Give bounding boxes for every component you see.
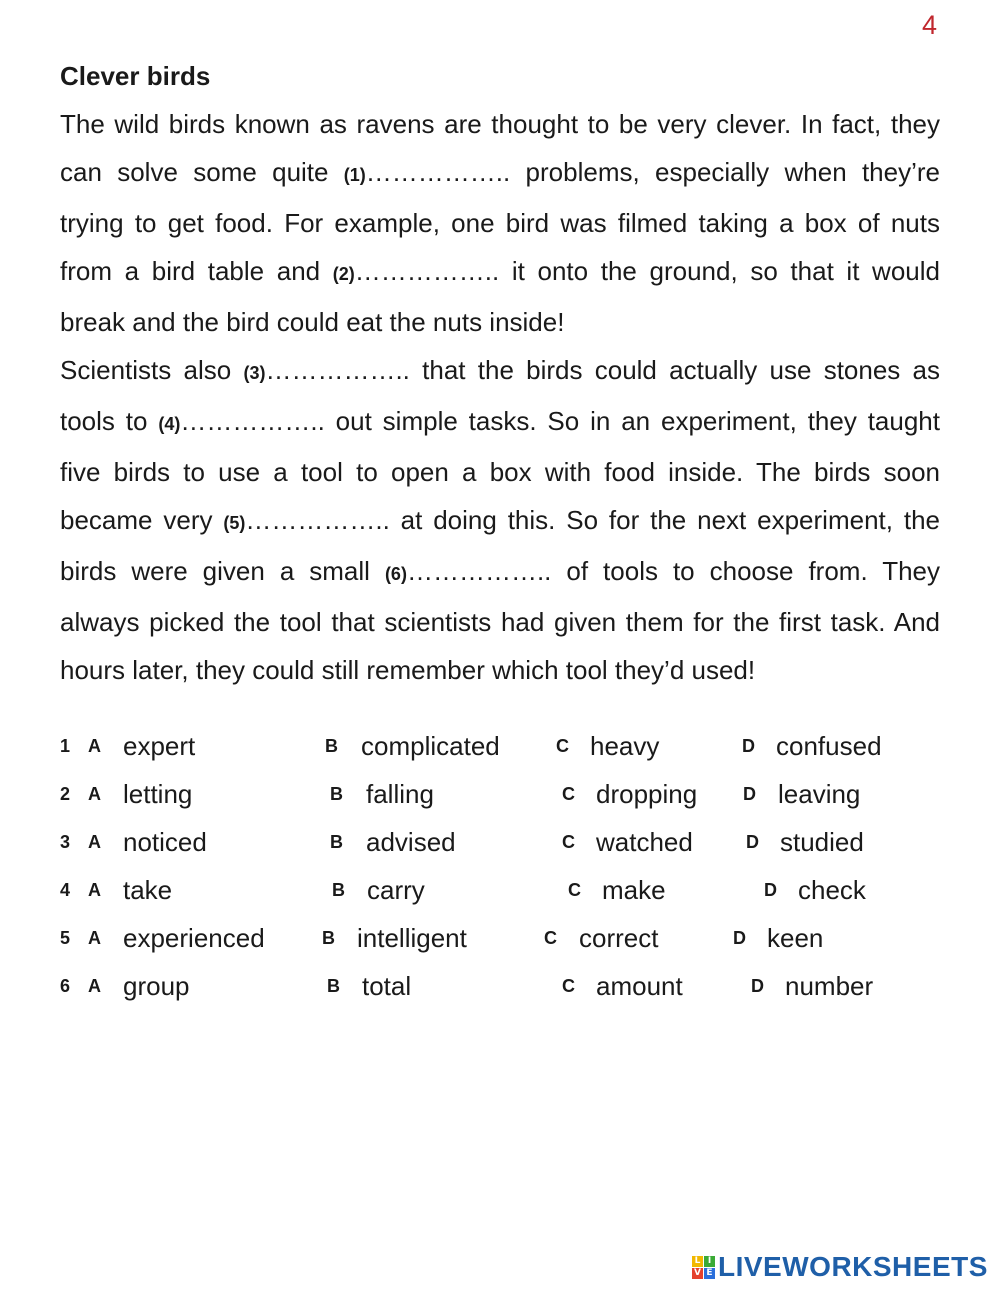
option-letter[interactable]: D — [742, 736, 755, 756]
option-text[interactable]: letting — [123, 779, 193, 809]
gap-number: (3) — [243, 363, 266, 383]
question-number: 5 — [60, 928, 71, 948]
gap-dots: …………….. — [245, 505, 390, 535]
option-letter[interactable]: B — [330, 832, 343, 852]
passage-text: out simple tasks. So in an experiment, they taught five birds to use a tool to open a box with food inside. The birds soon became very — [60, 406, 940, 535]
option-text[interactable]: carry — [367, 875, 425, 905]
gap-number: (6) — [384, 564, 407, 584]
option-letter[interactable]: A — [88, 784, 101, 804]
gap-blank[interactable] — [333, 256, 499, 286]
option-text[interactable]: studied — [780, 827, 864, 857]
gap-number: (5) — [223, 513, 246, 533]
gap-dots: …………….. — [406, 556, 552, 586]
logo-cell: V — [692, 1268, 703, 1279]
option-letter[interactable]: C — [556, 736, 569, 756]
passage-text: at doing this. So for the next experiment, the birds were given a small — [60, 505, 940, 586]
option-text[interactable]: take — [123, 875, 173, 905]
option-text[interactable]: expert — [123, 731, 196, 761]
option-text[interactable]: complicated — [361, 731, 500, 761]
passage-text: The wild birds known as ravens are thought to be very clever. In fact, they can solve some quite — [60, 109, 940, 187]
logo-cell: E — [704, 1268, 715, 1279]
option-text[interactable]: amount — [596, 971, 683, 1001]
page-number: 4 — [921, 10, 937, 40]
passage-text: that the birds could actually use stones as tools to — [60, 355, 941, 436]
brand-name: LIVEWORKSHEETS — [718, 1251, 988, 1282]
option-text[interactable]: falling — [366, 779, 434, 809]
question-row — [0, 914, 1000, 962]
option-text[interactable]: dropping — [596, 779, 698, 809]
logo-cell: I — [704, 1256, 715, 1267]
option-text[interactable]: intelligent — [357, 923, 467, 953]
option-text[interactable]: correct — [579, 923, 659, 953]
option-text[interactable]: make — [602, 875, 666, 905]
option-letter[interactable]: D — [751, 976, 764, 996]
gap-blank[interactable] — [158, 406, 324, 436]
question-number: 3 — [60, 832, 71, 852]
question-number: 2 — [60, 784, 71, 804]
option-letter[interactable]: C — [568, 880, 581, 900]
question-row — [0, 770, 1000, 818]
logo-cell: L — [692, 1256, 703, 1267]
question-row — [0, 962, 1000, 1010]
option-text[interactable]: advised — [366, 827, 456, 857]
liveworksheets-logo — [692, 1251, 988, 1283]
question-number: 6 — [60, 976, 71, 996]
option-text[interactable]: experienced — [123, 923, 265, 953]
option-text[interactable]: group — [123, 971, 190, 1001]
option-text[interactable]: watched — [596, 827, 693, 857]
question-row — [0, 818, 1000, 866]
option-letter[interactable]: A — [88, 736, 101, 756]
option-text[interactable]: check — [798, 875, 866, 905]
gap-number: (1) — [343, 165, 366, 185]
gap-dots: …………….. — [365, 157, 511, 187]
gap-blank[interactable] — [223, 505, 389, 535]
option-letter[interactable]: B — [330, 784, 343, 804]
gap-blank[interactable] — [385, 556, 551, 586]
question-row — [0, 722, 1000, 770]
gap-number: (2) — [332, 264, 355, 284]
gap-blank[interactable] — [243, 355, 409, 385]
passage-text: Scientists also — [60, 355, 244, 385]
gap-blank[interactable] — [344, 157, 510, 187]
option-letter[interactable]: A — [88, 928, 101, 948]
option-text[interactable]: total — [362, 971, 412, 1001]
option-letter[interactable]: D — [764, 880, 777, 900]
option-letter[interactable]: A — [88, 880, 101, 900]
passage-paragraph-2 — [60, 346, 940, 694]
question-number: 1 — [60, 736, 71, 756]
passage-text: it onto the ground, so that it would break and the bird could eat the nuts inside! — [60, 256, 940, 337]
gap-number: (4) — [158, 414, 181, 434]
passage-title: Clever birds — [60, 61, 211, 91]
option-text[interactable]: confused — [776, 731, 882, 761]
passage-text: problems, especially when they’re trying to get food. For example, one bird was filmed taking a box of nuts from a bird table and — [60, 157, 940, 286]
option-text[interactable]: number — [785, 971, 874, 1001]
option-text[interactable]: leaving — [778, 779, 861, 809]
gap-dots: …………….. — [265, 355, 410, 385]
gap-dots: …………….. — [180, 406, 325, 436]
option-text[interactable]: keen — [767, 923, 824, 953]
option-text[interactable]: heavy — [590, 731, 660, 761]
option-letter[interactable]: D — [746, 832, 759, 852]
passage-paragraph-1 — [60, 100, 940, 346]
option-letter[interactable]: A — [88, 832, 101, 852]
option-letter[interactable]: C — [544, 928, 557, 948]
option-text[interactable]: noticed — [123, 827, 207, 857]
passage-text: of tools to choose from. They always picked the tool that scientists had given them for the first task. And hours later, they could still remember which tool they’d used! — [60, 556, 940, 685]
option-letter[interactable]: C — [562, 976, 575, 996]
gap-dots: …………….. — [354, 256, 500, 286]
option-letter[interactable]: A — [88, 976, 101, 996]
option-letter[interactable]: C — [562, 832, 575, 852]
question-row — [0, 866, 1000, 914]
question-number: 4 — [60, 880, 71, 900]
liveworksheets-logo-icon — [692, 1256, 715, 1279]
option-letter[interactable]: B — [327, 976, 340, 996]
option-letter[interactable]: B — [332, 880, 345, 900]
option-letter[interactable]: B — [325, 736, 338, 756]
option-letter[interactable]: B — [322, 928, 335, 948]
option-letter[interactable]: D — [733, 928, 746, 948]
passage — [60, 100, 940, 694]
option-letter[interactable]: C — [562, 784, 575, 804]
option-letter[interactable]: D — [743, 784, 756, 804]
